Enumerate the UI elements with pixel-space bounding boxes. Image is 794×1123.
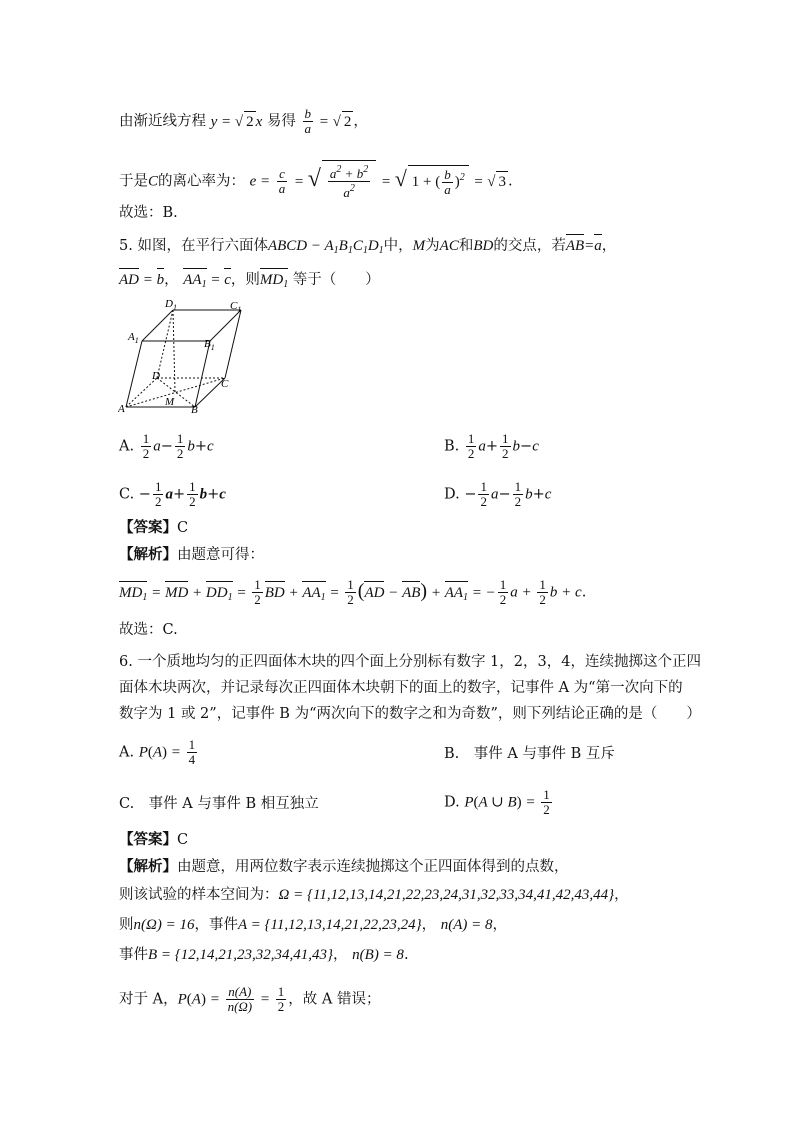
eccentricity-line: 于是C的离心率为： e = $\frac{c}{a}$ = √ $\frac{a^2 + b^2}{a^2}$ = √ 1 + ( $\frac{b}{a}$ )$^2$ = √ 3 . bbox=[119, 160, 513, 202]
q6-option-c[interactable]: C. 事件 A 与事件 B 相互独立 bbox=[119, 796, 319, 812]
analysis-5-formula: $MD_1$ = MD + $DD_1$ = $\frac{1}{2}$ BD + $AA_1$ = $\frac{1}{2}$ $(AD - AB) + AA_1$ = − $\frac{1}{2}$ a + $\frac{1}{2}$ b + c. bbox=[119, 577, 587, 607]
label-C: C bbox=[221, 378, 229, 390]
option-b[interactable]: B. $\frac{1}{2}$ a+ $\frac{1}{2}$ b−c bbox=[444, 431, 539, 461]
label-B1: $B_1$ bbox=[204, 338, 215, 352]
label-D1: $D_1$ bbox=[165, 298, 177, 312]
analysis-5: 【解析】由题意可得： bbox=[119, 547, 264, 563]
event-b-line: 事件B = {12,14,21,23,32,34,41,43}， n(B) = 8. bbox=[119, 947, 409, 963]
question-5: 5. 如图，在平行六面体ABCD − $A_1B_1C_1D_1$中，M为AC和BD的交点，若AB=a， bbox=[119, 238, 617, 256]
analysis-6: 【解析】由题意，用两位数字表示连续抛掷这个正四面体得到的点数， bbox=[119, 859, 569, 875]
label-D: D bbox=[152, 370, 160, 382]
q6-option-a[interactable]: A. P(A) = $\frac{1}{4}$ bbox=[119, 737, 196, 767]
option-c[interactable]: C. − $\frac{1}{2}$ a+ $\frac{1}{2}$ b+c bbox=[119, 479, 226, 509]
question-6-line3: 数字为 1 或 2”，记事件 B 为“两次向下的数字之和为奇数”，则下列结论正确的是（ ） bbox=[119, 706, 701, 722]
q6-option-b[interactable]: B. 事件 A 与事件 B 互斥 bbox=[444, 746, 615, 762]
label-A1: $A_1$ bbox=[128, 331, 139, 345]
question-6-line1: 6. 一个质地均匀的正四面体木块的四个面上分别标有数字 1，2，3，4，连续抛掷这个正四 bbox=[119, 654, 701, 670]
label-M: M bbox=[165, 396, 175, 408]
label-B: B bbox=[191, 404, 198, 416]
label-C1: $C_1$ bbox=[230, 300, 242, 314]
text: 的离心率为： bbox=[158, 173, 246, 190]
parallelepiped-figure bbox=[118, 295, 258, 420]
answer-5: 【答案】C bbox=[119, 520, 189, 536]
q6-option-d[interactable]: D. P(A ∪ B) = $\frac{1}{2}$ bbox=[444, 787, 550, 817]
text: 由渐近线方程 bbox=[119, 113, 206, 130]
question-6-line2: 面体木块两次，并记录每次正四面体木块朝下的面上的数字，记事件 A 为“第一次向下的 bbox=[119, 680, 683, 696]
question-5-line2: AD = b， $AA_1 = c$，则$MD_1$ 等于（ ） bbox=[119, 270, 380, 295]
asymptote-line: 由渐近线方程 y = √ 2 x 易得 $\frac{b}{a}$ = √ 2 ， bbox=[119, 106, 368, 136]
option-d[interactable]: D. − $\frac{1}{2}$ a− $\frac{1}{2}$ b+c bbox=[444, 479, 552, 509]
fraction: $\frac{b}{a}$ bbox=[304, 106, 312, 136]
sample-space: 则该试验的样本空间为：Ω = {11,12,13,14,21,22,23,24,31,32,33,34,41,42,43,44}， bbox=[119, 887, 629, 903]
event-a-line: 则n(Ω) = 16，事件A = {11,12,13,14,21,22,23,24}， n(A) = 8， bbox=[119, 917, 508, 933]
label-A: A bbox=[118, 403, 125, 415]
text: 于是 bbox=[119, 173, 148, 190]
for-a-line: 对于 A，P(A) = $\frac{n(A)}{n(\Omega)}$ = $\frac{1}{2}$ ，故 A 错误； bbox=[119, 984, 381, 1014]
answer-b: 故选：B. bbox=[119, 205, 178, 221]
text: 易得 bbox=[266, 113, 296, 130]
formula: y = √ 2 x bbox=[211, 114, 263, 130]
option-a[interactable]: A. $\frac{1}{2}$ a− $\frac{1}{2}$ b+c bbox=[119, 431, 214, 461]
answer-c: 故选：C. bbox=[119, 622, 178, 638]
answer-6: 【答案】C bbox=[119, 832, 189, 848]
